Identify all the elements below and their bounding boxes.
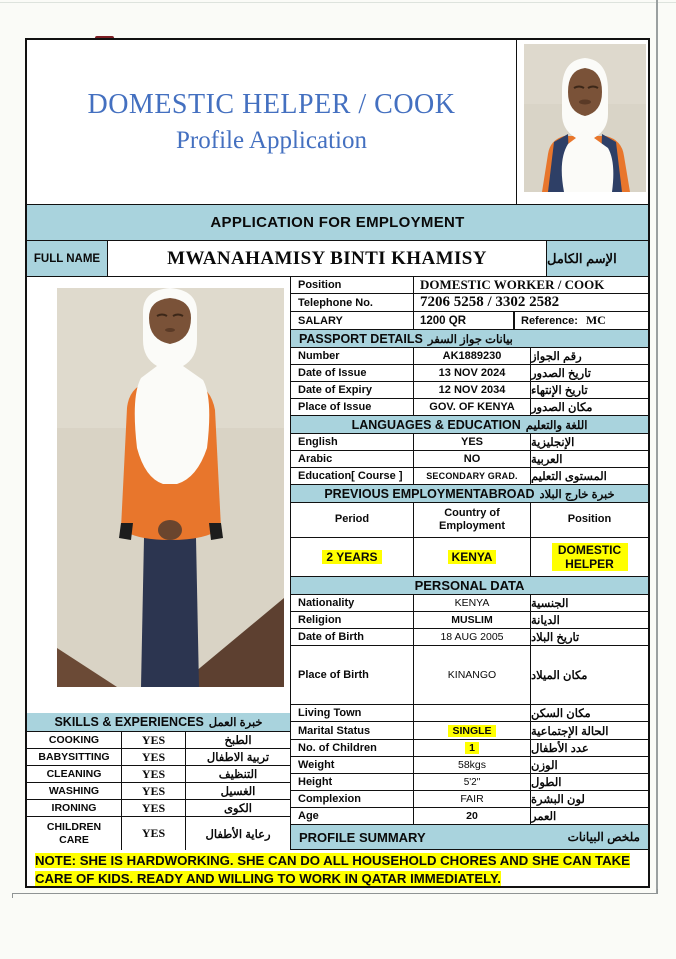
personal-label: No. of Children <box>291 740 414 756</box>
employment-col-country: Country of Employment <box>414 503 531 537</box>
headshot-photo-cell <box>517 40 648 204</box>
reference-label: Reference: <box>521 314 578 327</box>
skill-label: COOKING <box>27 732 122 748</box>
reference-value: MC <box>585 313 606 327</box>
skill-row <box>27 749 290 766</box>
profile-summary-arabic: ملخص البيانات <box>567 830 640 844</box>
marital-status-value: SINGLE <box>448 725 495 737</box>
skill-value: YES <box>122 800 186 816</box>
skill-label: BABYSITTING <box>27 749 122 765</box>
skills-header-arabic: خبرة العمل <box>208 717 263 729</box>
passport-field-label: Place of Issue <box>291 399 414 415</box>
application-band-label: APPLICATION FOR EMPLOYMENT <box>210 214 465 231</box>
passport-field-label: Date of Issue <box>291 365 414 381</box>
personal-label: Living Town <box>291 705 414 721</box>
personal-label: Place of Birth <box>291 646 414 704</box>
note-text: NOTE: SHE IS HARDWORKING. SHE CAN DO ALL HOUSEHOLD CHORES AND SHE CAN TAKE CARE OF KIDS. READY AND WILLING TO WORK IN QATAR IMMEDIATELY. <box>35 853 630 886</box>
personal-label: Nationality <box>291 595 414 611</box>
passport-field-arabic: تاريخ الإنتهاء <box>531 385 588 397</box>
personal-label: Weight <box>291 757 414 773</box>
personal-row <box>291 808 648 825</box>
personal-row <box>291 629 648 646</box>
personal-row <box>291 612 648 629</box>
employment-country-value: KENYA <box>448 550 497 564</box>
skill-row <box>27 800 290 817</box>
personal-arabic: العمر <box>531 811 557 823</box>
skill-arabic: تربية الاطفال <box>206 752 270 764</box>
employment-values-row <box>291 538 648 577</box>
personal-data-label: PERSONAL DATA <box>414 578 525 593</box>
skill-value: YES <box>122 783 186 799</box>
employment-period-value: 2 YEARS <box>322 550 381 564</box>
skill-label: CHILDREN CARE <box>27 817 122 850</box>
language-label: English <box>291 434 414 450</box>
skill-arabic: رعاية الأطفال <box>205 828 271 841</box>
reference-cell <box>514 312 648 329</box>
salary-label: SALARY <box>291 312 414 329</box>
passport-field-arabic: مكان الصدور <box>531 402 593 414</box>
position-row <box>291 277 648 294</box>
language-label: Arabic <box>291 451 414 467</box>
skill-label: CLEANING <box>27 766 122 782</box>
language-value: YES <box>414 434 531 450</box>
passport-field-arabic: رقم الجواز <box>531 351 582 363</box>
full-name-value: MWANAHAMISY BINTI KHAMISY <box>108 241 547 276</box>
passport-row <box>291 382 648 399</box>
application-band <box>27 205 648 241</box>
full-name-label-arabic: الإسم الكامل <box>547 241 648 276</box>
children-count-value: 1 <box>465 742 479 754</box>
personal-arabic: الوزن <box>531 760 558 772</box>
skill-label: WASHING <box>27 783 122 799</box>
personal-value: 18 AUG 2005 <box>414 629 531 645</box>
languages-header-label: LANGUAGES & EDUCATION <box>351 417 521 432</box>
full-name-row <box>27 241 648 277</box>
skill-value: YES <box>122 766 186 782</box>
telephone-value: 7206 5258 / 3302 2582 <box>420 294 560 310</box>
personal-value: KINANGO <box>414 646 531 704</box>
personal-value <box>414 705 531 721</box>
language-arabic: العربية <box>531 454 563 466</box>
profile-summary-label: PROFILE SUMMARY <box>299 829 426 845</box>
personal-row <box>291 757 648 774</box>
passport-section-header <box>291 330 648 348</box>
employment-col-position: Position <box>567 513 612 526</box>
salary-value: 1200 QR <box>414 312 514 329</box>
full-name-label: FULL NAME <box>27 241 108 276</box>
personal-value: 20 <box>414 808 531 824</box>
personal-value: 58kgs <box>414 757 531 773</box>
language-row <box>291 451 648 468</box>
employment-col-period: Period <box>291 503 414 537</box>
personal-label: Age <box>291 808 414 824</box>
position-value: DOMESTIC WORKER / COOK <box>420 277 605 292</box>
personal-value: MUSLIM <box>414 612 531 628</box>
personal-row <box>291 646 648 705</box>
passport-row <box>291 365 648 382</box>
previous-employment-label: PREVIOUS EMPLOYMENTABROAD <box>324 486 535 501</box>
language-arabic: الإنجليزية <box>531 437 575 449</box>
employment-position-value: DOMESTIC HELPER <box>552 543 628 572</box>
personal-value: KENYA <box>414 595 531 611</box>
telephone-row <box>291 294 648 312</box>
education-value: SECONDARY GRAD. <box>414 468 531 484</box>
personal-arabic: الطول <box>531 777 562 789</box>
personal-value: FAIR <box>414 791 531 807</box>
employment-columns-row <box>291 503 648 538</box>
personal-label: Marital Status <box>291 722 414 739</box>
document-subtitle: Profile Application <box>176 127 367 154</box>
passport-row <box>291 399 648 416</box>
passport-field-value: GOV. OF KENYA <box>414 399 531 415</box>
title-block <box>27 40 517 204</box>
left-column <box>27 277 291 850</box>
skill-value: YES <box>122 732 186 748</box>
education-label: Education[ Course ] <box>291 468 414 484</box>
languages-header-arabic: اللغة والتعليم <box>525 419 588 432</box>
previous-employment-arabic: خبرة خارج البلاد <box>539 488 615 501</box>
skill-value: YES <box>122 749 186 765</box>
personal-row <box>291 791 648 808</box>
personal-arabic: الحالة الإجتماعية <box>531 725 609 738</box>
applicant-fullbody-photo <box>57 288 284 687</box>
skill-arabic: الطبخ <box>224 735 252 747</box>
telephone-label: Telephone No. <box>291 294 414 311</box>
applicant-headshot-photo <box>524 44 646 192</box>
skill-arabic: التنظيف <box>218 769 258 781</box>
passport-field-value: AK1889230 <box>414 348 531 364</box>
skill-label: IRONING <box>27 800 122 816</box>
education-arabic: المستوى التعليم <box>531 471 607 483</box>
personal-label: Complexion <box>291 791 414 807</box>
personal-arabic: لون البشرة <box>531 794 585 806</box>
passport-field-label: Date of Expiry <box>291 382 414 398</box>
passport-header-label: PASSPORT DETAILS <box>299 331 423 346</box>
personal-label: Date of Birth <box>291 629 414 645</box>
personal-label: Religion <box>291 612 414 628</box>
page-edge-top <box>0 2 676 3</box>
right-column <box>291 277 648 850</box>
personal-value: 5'2" <box>414 774 531 790</box>
skill-value: YES <box>122 817 186 850</box>
skill-row <box>27 817 290 850</box>
skill-row <box>27 783 290 800</box>
passport-header-arabic: بيانات جواز السفر <box>427 333 513 346</box>
personal-row <box>291 722 648 740</box>
personal-arabic: عدد الأطفال <box>531 743 589 755</box>
previous-employment-header <box>291 485 648 503</box>
languages-section-header <box>291 416 648 434</box>
personal-arabic: الديانة <box>531 615 560 627</box>
skill-row <box>27 766 290 783</box>
personal-label: Height <box>291 774 414 790</box>
passport-field-label: Number <box>291 348 414 364</box>
form-body <box>27 277 648 850</box>
passport-field-value: 13 NOV 2024 <box>414 365 531 381</box>
skills-header-label: SKILLS & EXPERIENCES <box>54 715 204 729</box>
education-row <box>291 468 648 485</box>
passport-row <box>291 348 648 365</box>
personal-arabic: الجنسية <box>531 598 569 610</box>
personal-arabic: تاريخ البلاد <box>531 632 580 644</box>
position-label: Position <box>291 277 414 293</box>
personal-data-header <box>291 577 648 595</box>
note-section <box>27 850 648 886</box>
application-form <box>25 38 650 888</box>
skills-section-header <box>27 713 290 732</box>
document-header <box>27 40 648 205</box>
passport-field-value: 12 NOV 2034 <box>414 382 531 398</box>
personal-row <box>291 595 648 612</box>
fullbody-photo-cell <box>27 277 290 713</box>
salary-row <box>291 312 648 330</box>
personal-row <box>291 740 648 757</box>
skill-arabic: الكوى <box>224 803 252 815</box>
personal-row <box>291 774 648 791</box>
passport-field-arabic: تاريخ الصدور <box>531 368 591 380</box>
personal-arabic: مكان السكن <box>531 708 591 720</box>
page-edge-right <box>656 0 658 893</box>
document-title: DOMESTIC HELPER / COOK <box>87 89 456 120</box>
personal-arabic: مكان الميلاد <box>531 670 588 682</box>
profile-summary-header <box>291 825 648 850</box>
language-value: NO <box>414 451 531 467</box>
personal-row <box>291 705 648 722</box>
language-row <box>291 434 648 451</box>
page-edge-bottom <box>12 893 658 894</box>
skill-row <box>27 732 290 749</box>
skill-arabic: الغسيل <box>220 786 256 798</box>
